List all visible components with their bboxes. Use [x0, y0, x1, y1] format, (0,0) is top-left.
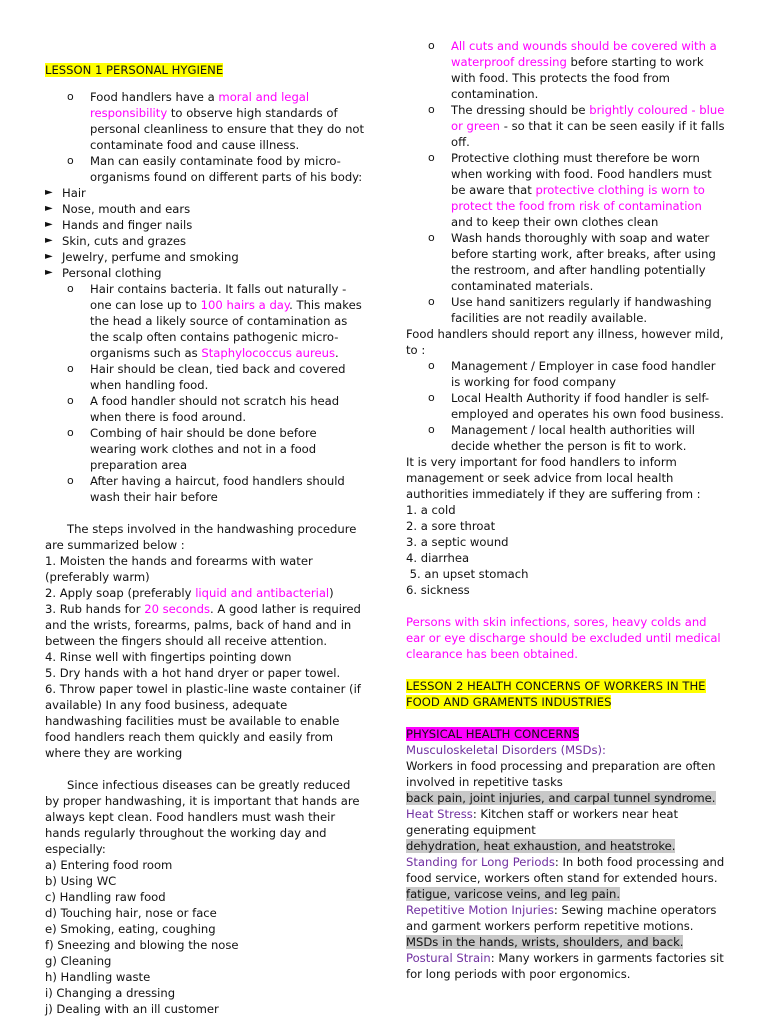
concern-name: Postural Strain: [406, 951, 491, 965]
bullet-item: o Management / Employer in case food handler is working for food company: [428, 359, 716, 389]
bullet-item: o After having a haircut, food handlers should wash their hair before: [67, 474, 345, 504]
list-item: b) Using WC: [45, 874, 117, 888]
bullet-item: o A food handler should not scratch his head when there is food around.: [67, 394, 340, 424]
bullet-item: o All cuts and wounds should be covered with a waterproof dressing before starting to work with food. This protects the food from contamination.: [428, 39, 717, 101]
arrow-list-item: ► Hands and finger nails: [45, 218, 193, 232]
bullet-item: o Hair should be clean, tied back and covered when handling food.: [67, 362, 346, 392]
list-item: 1. Moisten the hands and forearms with water (preferably warm): [45, 554, 313, 584]
list-item: 5. Dry hands with a hot hand dryer or paper towel.: [45, 666, 341, 680]
list-item: 6. Throw paper towel in plastic-line waste container (if available) In any food business, adequate handwashing facilities must be available to enable food handlers reach them quickly and easily from where they are working: [45, 682, 361, 760]
arrow-bullet-icon: ►: [45, 251, 53, 262]
bullets1: [45, 89, 365, 185]
illness-list: [406, 502, 726, 598]
highlighted-phrase: liquid and antibacterial: [195, 586, 330, 600]
health-concern: [406, 806, 726, 838]
physical-title: PHYSICAL HEALTH CONCERNS: [406, 727, 580, 741]
list-item: 5. an upset stomach: [406, 567, 529, 581]
arrow-list-item: ► Skin, cuts and grazes: [45, 234, 186, 248]
bullet-icon: o: [428, 295, 435, 308]
bullet-icon: o: [67, 426, 74, 439]
bullet-item: o The dressing should be brightly coloured - blue or green - so that it can be seen easily if it falls off.: [428, 103, 725, 149]
right-column: [406, 38, 726, 982]
arrow-bullet-icon: ►: [45, 267, 53, 278]
bullet-icon: o: [428, 423, 435, 436]
bullet-item: o Combing of hair should be done before wearing work clothes and not in a food preparation area: [67, 426, 317, 472]
bullet-item: o Use hand sanitizers regularly if handwashing facilities are not readily available.: [428, 295, 712, 325]
list-item: a) Entering food room: [45, 858, 173, 872]
bullet-icon: o: [428, 359, 435, 372]
list-item: 3. Rub hands for 20 seconds. A good lather is required and the wrists, forearms, palms, back of hand and in between the fingers should all receive attention.: [45, 602, 361, 648]
bullet-icon: o: [428, 391, 435, 404]
handwash-intro: The steps involved in the handwashing procedure are summarized below :: [45, 522, 357, 552]
list-item: 3. a septic wound: [406, 535, 509, 549]
bullet-icon: o: [67, 154, 74, 167]
list-item: c) Handling raw food: [45, 890, 166, 904]
bullet-item: o Local Health Authority if food handler is self-employed and operates his own food business.: [428, 391, 724, 421]
concerns-list: [406, 806, 726, 982]
concern-name: Heat Stress: [406, 807, 473, 821]
bullet-icon: o: [428, 39, 435, 52]
arrow-bullet-icon: ►: [45, 219, 53, 230]
list-item: g) Cleaning: [45, 954, 112, 968]
concern-text: : Sewing machine operators and garment workers perform repetitive motions.: [406, 903, 717, 933]
concern-effects-row: [406, 886, 726, 902]
concern-effects-row: [406, 838, 726, 854]
body-parts-list: [45, 185, 365, 281]
bullet-item: o Management / local health authorities will decide whether the person is fit to work.: [428, 423, 695, 453]
list-item: 1. a cold: [406, 503, 456, 517]
bullet-icon: o: [67, 90, 74, 103]
msd-heading: Musculoskeletal Disorders (MSDs):: [406, 743, 606, 757]
lesson2-title: LESSON 2 HEALTH CONCERNS OF WORKERS IN THE FOOD AND GRAMENTS INDUSTRIES: [406, 679, 706, 709]
health-concern: [406, 854, 726, 886]
highlighted-phrase: Staphylococcus aureus: [201, 346, 336, 360]
list-item: h) Handling waste: [45, 970, 151, 984]
highlighted-phrase: 20 seconds: [144, 602, 211, 616]
list-item: j) Dealing with an ill customer: [45, 1002, 219, 1016]
concern-name: Repetitive Motion Injuries: [406, 903, 554, 917]
list-item: 2. Apply soap (preferably liquid and antibacterial): [45, 586, 334, 600]
bullet-item: o Hair contains bacteria. It falls out naturally - one can lose up to 100 hairs a day. This makes the head a likely source of contamination as the scalp often contains pathogenic micro-organisms such as Staphylococcus aureus.: [67, 282, 362, 360]
concern-effects: MSDs in the hands, wrists, shoulders, and back.: [406, 935, 684, 949]
report-intro: Food handlers should report any illness, however mild, to :: [406, 327, 724, 357]
bullet-item: o Wash hands thoroughly with soap and water before starting work, after breaks, after using the restroom, and after handling potentially contaminated materials.: [428, 231, 716, 293]
arrow-list-item: ► Hair: [45, 186, 86, 200]
occasions-list: [45, 857, 365, 1017]
bullet-item: o Protective clothing must therefore be worn when working with food. Food handlers must be aware that protective clothing is worn to protect the food from risk of contamination and to keep their own clothes clean: [428, 151, 712, 229]
arrow-list-item: ► Nose, mouth and ears: [45, 202, 191, 216]
concern-name: Standing for Long Periods: [406, 855, 555, 869]
arrow-bullet-icon: ►: [45, 187, 53, 198]
bullet-icon: o: [67, 394, 74, 407]
list-item: 4. Rinse well with fingertips pointing down: [45, 650, 292, 664]
bullet-icon: o: [428, 151, 435, 164]
left-column: [45, 38, 365, 1017]
exclusion-note: Persons with skin infections, sores, heavy colds and ear or eye discharge should be excluded until medical clearance has been obtained.: [406, 615, 721, 661]
bullet-item: o Food handlers have a moral and legal responsibility to observe high standards of personal cleanliness to ensure that they do not contaminate food and cause illness.: [67, 90, 365, 152]
concern-effects: fatigue, varicose veins, and leg pain.: [406, 887, 621, 901]
bullet-icon: o: [67, 474, 74, 487]
arrow-list-item: ► Personal clothing: [45, 266, 162, 280]
concern-effects-row: [406, 934, 726, 950]
bullet-icon: o: [428, 103, 435, 116]
concern-text: : In both food processing and food service, workers often stand for extended hours.: [406, 855, 725, 885]
list-item: i) Changing a dressing: [45, 986, 176, 1000]
list-item: 2. a sore throat: [406, 519, 496, 533]
list-item: f) Sneezing and blowing the nose: [45, 938, 239, 952]
arrow-list-item: ► Jewelry, perfume and smoking: [45, 250, 239, 264]
arrow-bullet-icon: ►: [45, 235, 53, 246]
concern-text: : Kitchen staff or workers near heat generating equipment: [406, 807, 679, 837]
bullet-icon: o: [67, 282, 74, 295]
highlighted-phrase: All cuts and wounds should be covered with a waterproof dressing: [451, 39, 717, 69]
health-concern: [406, 902, 726, 934]
concern-text: : Many workers in garments factories sit for long periods with poor ergonomics.: [406, 951, 724, 981]
highlighted-phrase: 100 hairs a day: [200, 298, 290, 312]
msd-effects: back pain, joint injuries, and carpal tunnel syndrome.: [406, 791, 716, 805]
highlighted-phrase: moral and legal responsibility: [90, 90, 310, 120]
concern-effects: dehydration, heat exhaustion, and heatstroke.: [406, 839, 676, 853]
highlighted-phrase: protective clothing is worn to protect the food from risk of contamination: [451, 183, 705, 213]
arrow-bullet-icon: ►: [45, 203, 53, 214]
list-item: d) Touching hair, nose or face: [45, 906, 217, 920]
handwash-steps: [45, 553, 365, 761]
lesson1-title: LESSON 1 PERSONAL HYGIENE: [45, 63, 224, 77]
bullet-item: o Man can easily contaminate food by micro-organisms found on different parts of his body:: [67, 154, 363, 184]
health-concern: [406, 950, 726, 982]
msd-text: Workers in food processing and preparation are often involved in repetitive tasks: [406, 759, 716, 789]
list-item: e) Smoking, eating, coughing: [45, 922, 216, 936]
important-intro: It is very important for food handlers to inform management or seek advice from local health authorities immediately if they are suffering from :: [406, 455, 701, 501]
highlighted-phrase: brightly coloured - blue or green: [451, 103, 725, 133]
list-item: 6. sickness: [406, 583, 470, 597]
hair-bullets: [45, 281, 365, 505]
report-bullets: [406, 358, 726, 454]
top-bullets: [406, 38, 726, 326]
bullet-icon: o: [67, 362, 74, 375]
bullet-icon: o: [428, 231, 435, 244]
infectious-intro: Since infectious diseases can be greatly reduced by proper handwashing, it is important that hands are always kept clean. Food handlers must wash their hands regularly throughout the working day and especially:: [45, 778, 360, 856]
list-item: 4. diarrhea: [406, 551, 470, 565]
